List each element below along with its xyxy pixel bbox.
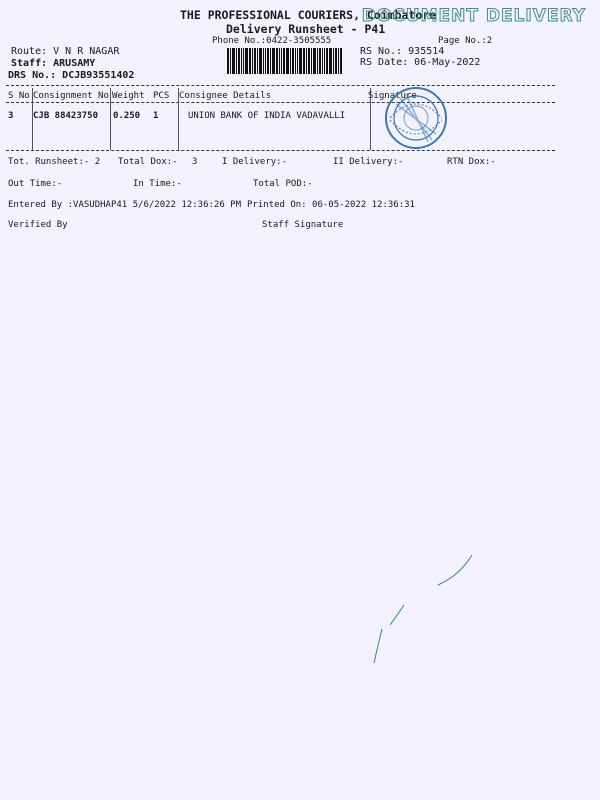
printed-on: Printed On: 06-05-2022 12:36:31 (247, 200, 415, 210)
col-header-weight: Weight (112, 91, 145, 101)
total-runsheet: Tot. Runsheet:- 2 (8, 157, 101, 167)
pen-mark (360, 545, 480, 675)
total-dox-value: 3 (192, 157, 198, 167)
total-dox-label: Total Dox:- (118, 157, 178, 167)
page-number: Page No.:2 (438, 36, 493, 46)
row-consignee: UNION BANK OF INDIA VADAVALLI (188, 111, 346, 121)
i-delivery: I Delivery:- (222, 157, 288, 167)
total-pod: Total POD:- (253, 179, 313, 189)
rs-date: RS Date: 06-May-2022 (360, 57, 481, 68)
col-header-pcs: PCS (153, 91, 170, 101)
entered-by: Entered By :VASUDHAP41 5/6/2022 12:36:26 PM (8, 200, 241, 210)
col-header-sno: S No (8, 91, 30, 101)
in-time: In Time:- (133, 179, 182, 189)
rtn-dox: RTN Dox:- (447, 157, 496, 167)
col-header-signature: Signature (368, 91, 417, 101)
table-header-rule (6, 102, 555, 103)
phone-number: Phone No.:0422-3505555 (212, 36, 332, 46)
route: Route: V N R NAGAR (11, 46, 120, 57)
row-consignment-no: CJB 88423750 (33, 111, 99, 121)
table-bottom-rule (6, 150, 555, 151)
col-divider (110, 88, 111, 150)
row-pcs: 1 (153, 111, 159, 121)
row-sno: 3 (8, 111, 14, 121)
out-time: Out Time:- (8, 179, 63, 189)
rs-number: RS No.: 935514 (360, 46, 445, 57)
col-header-consignment: Consignment No (33, 91, 109, 101)
staff-signature: Staff Signature (262, 220, 344, 230)
staff: Staff: ARUSAMY (11, 58, 96, 69)
company-title: THE PROFESSIONAL COURIERS, Coimbatore (180, 8, 437, 22)
document-delivery-stamp: DOCUMENT DELIVERY (361, 6, 586, 26)
barcode (227, 48, 345, 74)
table-top-rule (6, 85, 555, 86)
verified-by: Verified By (8, 220, 68, 230)
runsheet-title: Delivery Runsheet - P41 (226, 22, 386, 36)
ii-delivery: II Delivery:- (333, 157, 404, 167)
col-header-consignee: Consignee Details (179, 91, 272, 101)
row-weight: 0.250 (113, 111, 141, 121)
circular-seal-stamp (382, 84, 450, 152)
drs-number: DRS No.: DCJB93551402 (8, 70, 135, 81)
